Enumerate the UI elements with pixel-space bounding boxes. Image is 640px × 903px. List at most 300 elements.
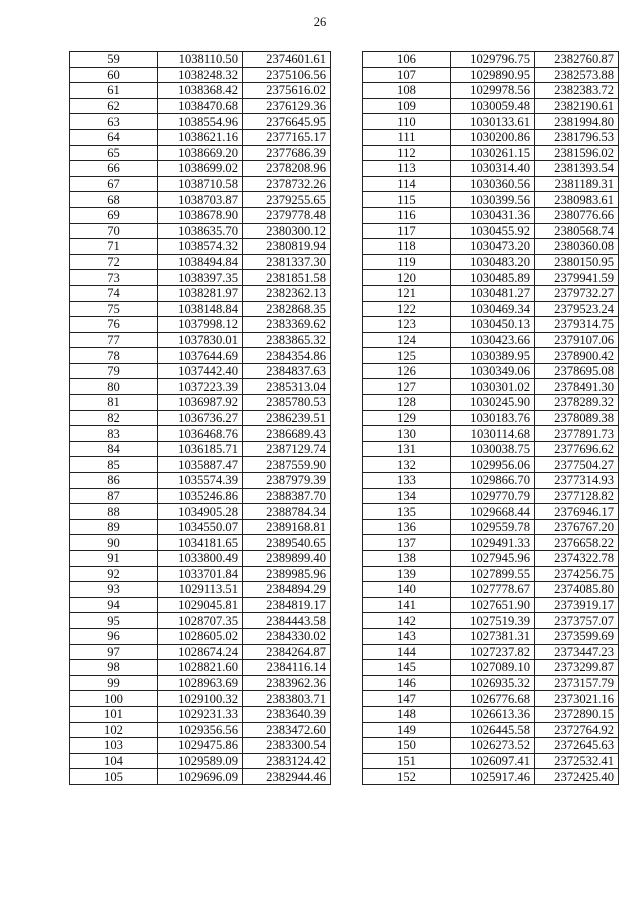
y-coordinate: 2383962.36 <box>243 675 331 691</box>
point-number: 124 <box>363 332 451 348</box>
x-coordinate: 1029356.56 <box>158 722 243 738</box>
point-number: 122 <box>363 301 451 317</box>
x-coordinate: 1026273.52 <box>451 738 535 754</box>
x-coordinate: 1038635.70 <box>158 223 243 239</box>
point-number: 115 <box>363 192 451 208</box>
y-coordinate: 2377686.39 <box>243 145 331 161</box>
table-row <box>70 317 331 333</box>
y-coordinate: 2389899.40 <box>243 551 331 567</box>
point-number: 140 <box>363 582 451 598</box>
x-coordinate: 1038703.87 <box>158 192 243 208</box>
table-row <box>363 52 619 68</box>
y-coordinate: 2380776.66 <box>535 207 619 223</box>
table-row <box>70 379 331 395</box>
table-row <box>363 270 619 286</box>
point-number: 63 <box>70 114 158 130</box>
y-coordinate: 2380568.74 <box>535 223 619 239</box>
point-number: 151 <box>363 753 451 769</box>
table-row <box>70 457 331 473</box>
x-coordinate: 1028707.35 <box>158 613 243 629</box>
point-number: 78 <box>70 348 158 364</box>
point-number: 64 <box>70 129 158 145</box>
point-number: 128 <box>363 395 451 411</box>
point-number: 101 <box>70 706 158 722</box>
point-number: 59 <box>70 52 158 68</box>
y-coordinate: 2378900.42 <box>535 348 619 364</box>
point-number: 72 <box>70 254 158 270</box>
table-row <box>363 301 619 317</box>
table-row <box>70 426 331 442</box>
table-row <box>70 675 331 691</box>
table-row <box>363 675 619 691</box>
table-row <box>363 753 619 769</box>
table-row <box>70 551 331 567</box>
point-number: 104 <box>70 753 158 769</box>
x-coordinate: 1030133.61 <box>451 114 535 130</box>
table-row <box>70 660 331 676</box>
y-coordinate: 2372645.63 <box>535 738 619 754</box>
point-number: 144 <box>363 644 451 660</box>
y-coordinate: 2378289.32 <box>535 395 619 411</box>
x-coordinate: 1026097.41 <box>451 753 535 769</box>
table-row <box>363 129 619 145</box>
y-coordinate: 2380819.94 <box>243 239 331 255</box>
table-row <box>363 597 619 613</box>
x-coordinate: 1030349.06 <box>451 363 535 379</box>
point-number: 81 <box>70 395 158 411</box>
x-coordinate: 1034181.65 <box>158 535 243 551</box>
y-coordinate: 2389540.65 <box>243 535 331 551</box>
y-coordinate: 2383803.71 <box>243 691 331 707</box>
table-row <box>70 535 331 551</box>
x-coordinate: 1030261.15 <box>451 145 535 161</box>
point-number: 152 <box>363 769 451 785</box>
table-row <box>70 628 331 644</box>
y-coordinate: 2385780.53 <box>243 395 331 411</box>
table-row <box>70 769 331 785</box>
point-number: 120 <box>363 270 451 286</box>
x-coordinate: 1027899.55 <box>451 566 535 582</box>
x-coordinate: 1037223.39 <box>158 379 243 395</box>
table-row <box>363 67 619 83</box>
point-number: 108 <box>363 83 451 99</box>
x-coordinate: 1030423.66 <box>451 332 535 348</box>
y-coordinate: 2375106.56 <box>243 67 331 83</box>
point-number: 93 <box>70 582 158 598</box>
x-coordinate: 1027945.96 <box>451 551 535 567</box>
table-row <box>70 488 331 504</box>
x-coordinate: 1027237.82 <box>451 644 535 660</box>
table-row <box>363 644 619 660</box>
table-row <box>363 98 619 114</box>
x-coordinate: 1037644.69 <box>158 348 243 364</box>
table-row <box>363 738 619 754</box>
y-coordinate: 2376645.95 <box>243 114 331 130</box>
x-coordinate: 1030360.56 <box>451 176 535 192</box>
x-coordinate: 1028605.02 <box>158 628 243 644</box>
y-coordinate: 2376767.20 <box>535 519 619 535</box>
table-row <box>70 254 331 270</box>
table-row <box>363 691 619 707</box>
x-coordinate: 1037998.12 <box>158 317 243 333</box>
point-number: 68 <box>70 192 158 208</box>
y-coordinate: 2381596.02 <box>535 145 619 161</box>
table-row <box>363 161 619 177</box>
point-number: 111 <box>363 129 451 145</box>
x-coordinate: 1038554.96 <box>158 114 243 130</box>
y-coordinate: 2373157.79 <box>535 675 619 691</box>
point-number: 105 <box>70 769 158 785</box>
point-number: 77 <box>70 332 158 348</box>
table-row <box>70 348 331 364</box>
x-coordinate: 1038574.32 <box>158 239 243 255</box>
x-coordinate: 1026445.58 <box>451 722 535 738</box>
table-row <box>70 410 331 426</box>
point-number: 102 <box>70 722 158 738</box>
point-number: 134 <box>363 488 451 504</box>
x-coordinate: 1027381.31 <box>451 628 535 644</box>
y-coordinate: 2377891.73 <box>535 426 619 442</box>
table-row <box>70 239 331 255</box>
table-row <box>70 223 331 239</box>
x-coordinate: 1035246.86 <box>158 488 243 504</box>
y-coordinate: 2380300.12 <box>243 223 331 239</box>
y-coordinate: 2382362.13 <box>243 285 331 301</box>
y-coordinate: 2379778.48 <box>243 207 331 223</box>
y-coordinate: 2377314.93 <box>535 473 619 489</box>
y-coordinate: 2377165.17 <box>243 129 331 145</box>
point-number: 67 <box>70 176 158 192</box>
x-coordinate: 1029796.75 <box>451 52 535 68</box>
point-number: 71 <box>70 239 158 255</box>
x-coordinate: 1029475.86 <box>158 738 243 754</box>
table-row <box>70 67 331 83</box>
point-number: 117 <box>363 223 451 239</box>
x-coordinate: 1030469.34 <box>451 301 535 317</box>
y-coordinate: 2376946.17 <box>535 504 619 520</box>
x-coordinate: 1027089.10 <box>451 660 535 676</box>
y-coordinate: 2372890.15 <box>535 706 619 722</box>
x-coordinate: 1025917.46 <box>451 769 535 785</box>
x-coordinate: 1029045.81 <box>158 597 243 613</box>
y-coordinate: 2383472.60 <box>243 722 331 738</box>
x-coordinate: 1038710.58 <box>158 176 243 192</box>
table-row <box>70 192 331 208</box>
y-coordinate: 2387129.74 <box>243 441 331 457</box>
y-coordinate: 2384443.58 <box>243 613 331 629</box>
point-number: 74 <box>70 285 158 301</box>
y-coordinate: 2384894.29 <box>243 582 331 598</box>
point-number: 142 <box>363 613 451 629</box>
y-coordinate: 2384837.63 <box>243 363 331 379</box>
point-number: 98 <box>70 660 158 676</box>
table-row <box>70 395 331 411</box>
y-coordinate: 2373447.23 <box>535 644 619 660</box>
table-row <box>70 582 331 598</box>
x-coordinate: 1029668.44 <box>451 504 535 520</box>
table-row <box>70 519 331 535</box>
point-number: 88 <box>70 504 158 520</box>
y-coordinate: 2378732.26 <box>243 176 331 192</box>
x-coordinate: 1038397.35 <box>158 270 243 286</box>
table-row <box>363 628 619 644</box>
coordinates-table-right <box>362 51 619 785</box>
x-coordinate: 1028963.69 <box>158 675 243 691</box>
x-coordinate: 1028821.60 <box>158 660 243 676</box>
x-coordinate: 1029559.78 <box>451 519 535 535</box>
point-number: 84 <box>70 441 158 457</box>
table-row <box>363 285 619 301</box>
table-row <box>70 161 331 177</box>
x-coordinate: 1038678.90 <box>158 207 243 223</box>
table-row <box>70 83 331 99</box>
point-number: 103 <box>70 738 158 754</box>
point-number: 94 <box>70 597 158 613</box>
x-coordinate: 1028674.24 <box>158 644 243 660</box>
x-coordinate: 1036468.76 <box>158 426 243 442</box>
point-number: 85 <box>70 457 158 473</box>
table-row <box>363 207 619 223</box>
y-coordinate: 2382944.46 <box>243 769 331 785</box>
x-coordinate: 1029491.33 <box>451 535 535 551</box>
point-number: 96 <box>70 628 158 644</box>
page-number: 26 <box>313 15 327 29</box>
table-row <box>363 410 619 426</box>
point-number: 145 <box>363 660 451 676</box>
y-coordinate: 2382190.61 <box>535 98 619 114</box>
point-number: 132 <box>363 457 451 473</box>
y-coordinate: 2372532.41 <box>535 753 619 769</box>
point-number: 97 <box>70 644 158 660</box>
point-number: 138 <box>363 551 451 567</box>
table-row <box>70 722 331 738</box>
y-coordinate: 2388784.34 <box>243 504 331 520</box>
table-row <box>70 114 331 130</box>
point-number: 70 <box>70 223 158 239</box>
y-coordinate: 2378491.30 <box>535 379 619 395</box>
y-coordinate: 2378089.38 <box>535 410 619 426</box>
table-row <box>70 301 331 317</box>
y-coordinate: 2379941.59 <box>535 270 619 286</box>
point-number: 131 <box>363 441 451 457</box>
table-row <box>70 52 331 68</box>
x-coordinate: 1038281.97 <box>158 285 243 301</box>
y-coordinate: 2379107.06 <box>535 332 619 348</box>
x-coordinate: 1030183.76 <box>451 410 535 426</box>
x-coordinate: 1029696.09 <box>158 769 243 785</box>
x-coordinate: 1035887.47 <box>158 457 243 473</box>
y-coordinate: 2373021.16 <box>535 691 619 707</box>
point-number: 66 <box>70 161 158 177</box>
point-number: 130 <box>363 426 451 442</box>
point-number: 62 <box>70 98 158 114</box>
point-number: 139 <box>363 566 451 582</box>
point-number: 65 <box>70 145 158 161</box>
table-row <box>70 270 331 286</box>
table-row <box>363 566 619 582</box>
x-coordinate: 1030473.20 <box>451 239 535 255</box>
x-coordinate: 1030481.27 <box>451 285 535 301</box>
x-coordinate: 1030399.56 <box>451 192 535 208</box>
table-row <box>363 504 619 520</box>
table-row <box>70 597 331 613</box>
x-coordinate: 1033800.49 <box>158 551 243 567</box>
y-coordinate: 2380150.95 <box>535 254 619 270</box>
table-row <box>70 98 331 114</box>
x-coordinate: 1027651.90 <box>451 597 535 613</box>
table-row <box>363 348 619 364</box>
point-number: 109 <box>363 98 451 114</box>
point-number: 112 <box>363 145 451 161</box>
point-number: 75 <box>70 301 158 317</box>
point-number: 86 <box>70 473 158 489</box>
x-coordinate: 1030314.40 <box>451 161 535 177</box>
x-coordinate: 1029890.95 <box>451 67 535 83</box>
point-number: 61 <box>70 83 158 99</box>
point-number: 91 <box>70 551 158 567</box>
table-row <box>363 519 619 535</box>
table-row <box>70 285 331 301</box>
x-coordinate: 1029866.70 <box>451 473 535 489</box>
x-coordinate: 1030301.02 <box>451 379 535 395</box>
y-coordinate: 2382868.35 <box>243 301 331 317</box>
y-coordinate: 2374601.61 <box>243 52 331 68</box>
table-row <box>70 644 331 660</box>
table-row <box>363 551 619 567</box>
y-coordinate: 2374322.78 <box>535 551 619 567</box>
x-coordinate: 1037830.01 <box>158 332 243 348</box>
x-coordinate: 1026776.68 <box>451 691 535 707</box>
y-coordinate: 2374256.75 <box>535 566 619 582</box>
x-coordinate: 1036736.27 <box>158 410 243 426</box>
point-number: 126 <box>363 363 451 379</box>
point-number: 79 <box>70 363 158 379</box>
table-row <box>70 738 331 754</box>
table-row <box>363 582 619 598</box>
x-coordinate: 1026935.32 <box>451 675 535 691</box>
x-coordinate: 1030114.68 <box>451 426 535 442</box>
x-coordinate: 1034550.07 <box>158 519 243 535</box>
y-coordinate: 2383865.32 <box>243 332 331 348</box>
x-coordinate: 1034905.28 <box>158 504 243 520</box>
y-coordinate: 2385313.04 <box>243 379 331 395</box>
point-number: 90 <box>70 535 158 551</box>
table-row <box>70 504 331 520</box>
table-row <box>363 254 619 270</box>
y-coordinate: 2379732.27 <box>535 285 619 301</box>
y-coordinate: 2380360.08 <box>535 239 619 255</box>
y-coordinate: 2375616.02 <box>243 83 331 99</box>
x-coordinate: 1038470.68 <box>158 98 243 114</box>
y-coordinate: 2372425.40 <box>535 769 619 785</box>
table-row <box>363 83 619 99</box>
x-coordinate: 1030483.20 <box>451 254 535 270</box>
point-number: 89 <box>70 519 158 535</box>
table-row <box>70 691 331 707</box>
y-coordinate: 2377504.27 <box>535 457 619 473</box>
table-row <box>70 566 331 582</box>
y-coordinate: 2378695.08 <box>535 363 619 379</box>
table-row <box>70 129 331 145</box>
point-number: 82 <box>70 410 158 426</box>
y-coordinate: 2389985.96 <box>243 566 331 582</box>
coordinates-table-left <box>69 51 331 785</box>
table-row <box>70 441 331 457</box>
table-row <box>363 613 619 629</box>
table-row <box>363 176 619 192</box>
y-coordinate: 2384330.02 <box>243 628 331 644</box>
x-coordinate: 1027519.39 <box>451 613 535 629</box>
point-number: 143 <box>363 628 451 644</box>
x-coordinate: 1027778.67 <box>451 582 535 598</box>
x-coordinate: 1030389.95 <box>451 348 535 364</box>
table-row <box>363 223 619 239</box>
y-coordinate: 2386239.51 <box>243 410 331 426</box>
x-coordinate: 1038494.84 <box>158 254 243 270</box>
point-number: 136 <box>363 519 451 535</box>
point-number: 119 <box>363 254 451 270</box>
y-coordinate: 2379314.75 <box>535 317 619 333</box>
x-coordinate: 1029113.51 <box>158 582 243 598</box>
table-row <box>70 176 331 192</box>
table-row <box>70 613 331 629</box>
table-row <box>363 426 619 442</box>
y-coordinate: 2386689.43 <box>243 426 331 442</box>
table-row <box>363 192 619 208</box>
x-coordinate: 1038669.20 <box>158 145 243 161</box>
x-coordinate: 1038621.16 <box>158 129 243 145</box>
y-coordinate: 2377128.82 <box>535 488 619 504</box>
table-row <box>70 207 331 223</box>
y-coordinate: 2382760.87 <box>535 52 619 68</box>
table-row <box>70 706 331 722</box>
x-coordinate: 1030431.36 <box>451 207 535 223</box>
x-coordinate: 1036185.71 <box>158 441 243 457</box>
point-number: 137 <box>363 535 451 551</box>
point-number: 87 <box>70 488 158 504</box>
table-row <box>70 145 331 161</box>
x-coordinate: 1036987.92 <box>158 395 243 411</box>
table-row <box>363 441 619 457</box>
x-coordinate: 1038248.32 <box>158 67 243 83</box>
y-coordinate: 2372764.92 <box>535 722 619 738</box>
point-number: 73 <box>70 270 158 286</box>
y-coordinate: 2384819.17 <box>243 597 331 613</box>
x-coordinate: 1030485.89 <box>451 270 535 286</box>
point-number: 147 <box>363 691 451 707</box>
table-row <box>70 753 331 769</box>
y-coordinate: 2384354.86 <box>243 348 331 364</box>
x-coordinate: 1030059.48 <box>451 98 535 114</box>
x-coordinate: 1030450.13 <box>451 317 535 333</box>
point-number: 116 <box>363 207 451 223</box>
point-number: 83 <box>70 426 158 442</box>
y-coordinate: 2384264.87 <box>243 644 331 660</box>
x-coordinate: 1038368.42 <box>158 83 243 99</box>
point-number: 99 <box>70 675 158 691</box>
y-coordinate: 2378208.96 <box>243 161 331 177</box>
x-coordinate: 1030245.90 <box>451 395 535 411</box>
y-coordinate: 2381337.30 <box>243 254 331 270</box>
x-coordinate: 1030455.92 <box>451 223 535 239</box>
point-number: 148 <box>363 706 451 722</box>
table-row <box>363 145 619 161</box>
point-number: 129 <box>363 410 451 426</box>
y-coordinate: 2373299.87 <box>535 660 619 676</box>
point-number: 123 <box>363 317 451 333</box>
point-number: 150 <box>363 738 451 754</box>
table-row <box>363 395 619 411</box>
